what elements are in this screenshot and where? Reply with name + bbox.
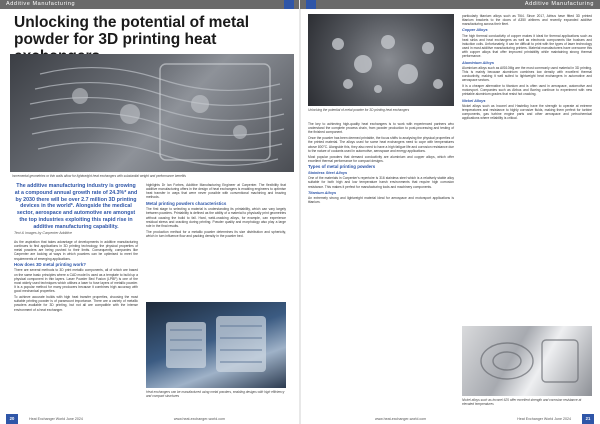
printed-part-icon bbox=[146, 302, 286, 388]
page-number: 21 bbox=[582, 414, 594, 424]
right-page bbox=[300, 0, 600, 424]
col3-paragraph: The key to achieving high-quality heat exchangers is to work with experienced partners who understand the complete process chain, from powder production to post-processing and testing of the finished component. bbox=[308, 122, 454, 135]
col3-subheading-steel: Stainless Steel Alloys bbox=[308, 171, 348, 176]
main-photo-caption: Incremental geometries or thin walls allow for lightweight heat exchangers with substantial weight and performance benefits bbox=[12, 174, 186, 178]
col4-paragraph: particularly titanium alloys such as Ti64. Since 2017, Airbus have fitted 3D printed titanium brackets to the doors of A350 airliners and recently expanded additive manufacturing across their fleet. bbox=[462, 14, 592, 27]
col1-paragraph: There are several methods to 3D print metallic components, all of which are based on the same basic principles where a CAD model is used as a template to build up a physical component in thin layers. Laser Powder Bed Fusion (LPBF) is one of the most widely used techniques which utilises a laser to fuse layers of metallic powder. It is a popular method for many producers because it combines high accuracy with good mechanical properties. bbox=[14, 268, 138, 294]
nickel-alloy-photo bbox=[462, 326, 592, 396]
col4-paragraph: It is a cheaper alternative to titanium and is often used in aerospace, automotive and motorsport. Companies such as Airbus and Boeing continue to experiment with new printable aluminium grades that resist hot cracking. bbox=[462, 84, 592, 97]
col1-paragraph: As the aspiration that takes advantage of developments in additive manufacturing continues to find applications in 3D printing technology, the physical properties of metal powders are being pushed to their limits. Consequently, companies like Carpenter are looking at ways in which powders can be optimised to meet the requirements of emerging applications. bbox=[14, 240, 138, 261]
intro-standfirst: The additive manufacturing industry is growing at a compound annual growth rate of 24.3%* and by 2030 there will be over 2.7 million 3D printing devices in the world*. Alongside the medical sector, aerospace and automotive are amongst the top industries exploiting this rapid rise in additive manufacturing capability. bbox=[14, 183, 138, 230]
metal-powder-photo bbox=[308, 14, 454, 106]
powder-particles-icon bbox=[308, 14, 454, 106]
col1-heading-how: How does 3D metal printing work? bbox=[14, 261, 86, 267]
left-footer bbox=[0, 414, 300, 424]
col3-paragraph: Once the powder has been deemed printable, the focus shifts to analysing the physical properties of the printed material. The alloys used for some heat exchangers need to cope with temperatures above 800°C. Alongside this, they also need to have a high fatigue life and corrosion resistance due to the nature of coolants used in automotive, aerospace and energy applications. bbox=[308, 136, 454, 153]
nickel-photo-caption: Nickel alloys such as Inconel 625 offer excellent strength and corrosion resistance at elevated temperatures bbox=[462, 398, 582, 406]
byline: Text & images by Carpenter Additive bbox=[14, 231, 73, 235]
website-link[interactable]: www.heat-exchanger-world.com bbox=[374, 417, 427, 421]
powder-sample-photo bbox=[146, 302, 286, 388]
col3-heading-types: Types of metal printing powders bbox=[308, 164, 376, 169]
col3-paragraph: Most popular powders that demand conductivity are aluminium and copper alloys, which offer excellent thermal performance for compact designs. bbox=[308, 154, 454, 163]
heat-exchanger-illustration-icon bbox=[10, 54, 294, 172]
col3-subheading-titanium: Titanium Alloys bbox=[308, 190, 337, 195]
col4-paragraph: Nickel alloys such as Inconel and Hastelloy have the strength to operate at extreme temperatures and resistance to highly corrosive fluids, making them perfect for turbine components, gas turbine engine parts and other aerospace and petrochemical applications where reliability is critical. bbox=[462, 103, 592, 121]
col4-subheading-aluminium: Aluminium Alloys bbox=[462, 60, 494, 65]
section-header-bar bbox=[0, 0, 300, 9]
heat-exchanger-photo bbox=[10, 54, 294, 172]
right-top-caption: Unlocking the potential of metal powder for 3D printing heat exchangers bbox=[308, 108, 410, 112]
col3-paragraph: One of the materials in Carpenter's repertoire is 316 stainless steel which is a relatively stable alloy suitable for both high and low temperature harsh environments that require high corrosion resistance. This makes it perfect for manufacturing tools and machinery components. bbox=[308, 176, 454, 189]
article-title: Unlocking the potential of metal powder for 3D printing heat bbox=[14, 14, 250, 48]
col3-paragraph: An extremely strong and lightweight material ideal for aerospace and motorsport applications is titanium. bbox=[308, 195, 454, 205]
col2-heading-characteristics: Metal printing powders characteristics bbox=[146, 200, 227, 206]
section-label: Additive Manufacturing bbox=[524, 1, 594, 7]
magazine-issue: Heat Exchanger World June 2024 bbox=[29, 417, 83, 421]
column-2 bbox=[146, 183, 286, 240]
col2-paragraph: highlights Dr Ian Forbes, Additive Manufacturing Engineer at Carpenter. The flexibility that additive manufacturing offers in the design of heat exchangers is enabling engineers to optimise heat transfer in ways that were never possible with conventional machining and brazing methods. bbox=[146, 183, 286, 200]
col1-paragraph: To achieve accurate builds with high heat transfer properties, choosing the most suitable printing powder is of paramount importance. There are a variety of metallic powders available for 3D printing, but not all are compatible with the intense environment of a heat exchanger. bbox=[14, 295, 138, 312]
magazine-issue: Heat Exchanger World June 2024 bbox=[517, 417, 571, 421]
page-number: 20 bbox=[6, 414, 18, 424]
col4-paragraph: Aluminium alloys such as AlSi10Mg are the most commonly used material in 3D printing. This is mainly because aluminium combines low density with excellent thermal conductivity, making it well suited to lightweight heat exchangers in automotive and aerospace sectors. bbox=[462, 65, 592, 83]
section-accent-block bbox=[284, 0, 294, 9]
right-footer bbox=[300, 414, 600, 424]
column-3 bbox=[308, 122, 454, 206]
section-header-bar bbox=[300, 0, 600, 9]
column-1 bbox=[14, 240, 138, 314]
alloy-part-icon bbox=[462, 326, 592, 396]
col4-subheading-copper: Copper Alloys bbox=[462, 28, 488, 33]
col2-paragraph: The first stage to selecting a material is understanding its printability, which can vary largely between powders. Printability is defined as the ability of a material to physically print geometries without causing the build to fail. Hard, weld-cracking alloys, for example, can experience residual stress and cracking during printing. Powder quality and morphology also play a large role in the final results. bbox=[146, 207, 286, 228]
section-label: Additive Manufacturing bbox=[6, 1, 76, 7]
section-accent-block bbox=[306, 0, 316, 9]
website-link[interactable]: www.heat-exchanger-world.com bbox=[173, 417, 226, 421]
col4-paragraph: The high thermal conductivity of copper makes it ideal for thermal applications such as heat sinks and heat exchangers as well as electronic components like busbars and induction coils. Unfortunately, it can be difficult to print with the types of laser technology used in most additive manufacturing printers. Material manufacturers have overcome this with copper alloys that offer improved printability while maintaining strong thermal performance. bbox=[462, 33, 592, 59]
powder-photo-caption: Heat exchangers can be manufactured using metal powders, enabling designs with high efficiency and compact structures bbox=[146, 390, 285, 398]
col2-paragraph: The production method for a metallic powder determines its size distribution and sphericity, which in turn influence flow and packing density in the powder bed. bbox=[146, 229, 286, 239]
column-4 bbox=[462, 14, 592, 122]
col4-subheading-nickel: Nickel Alloys bbox=[462, 98, 486, 103]
